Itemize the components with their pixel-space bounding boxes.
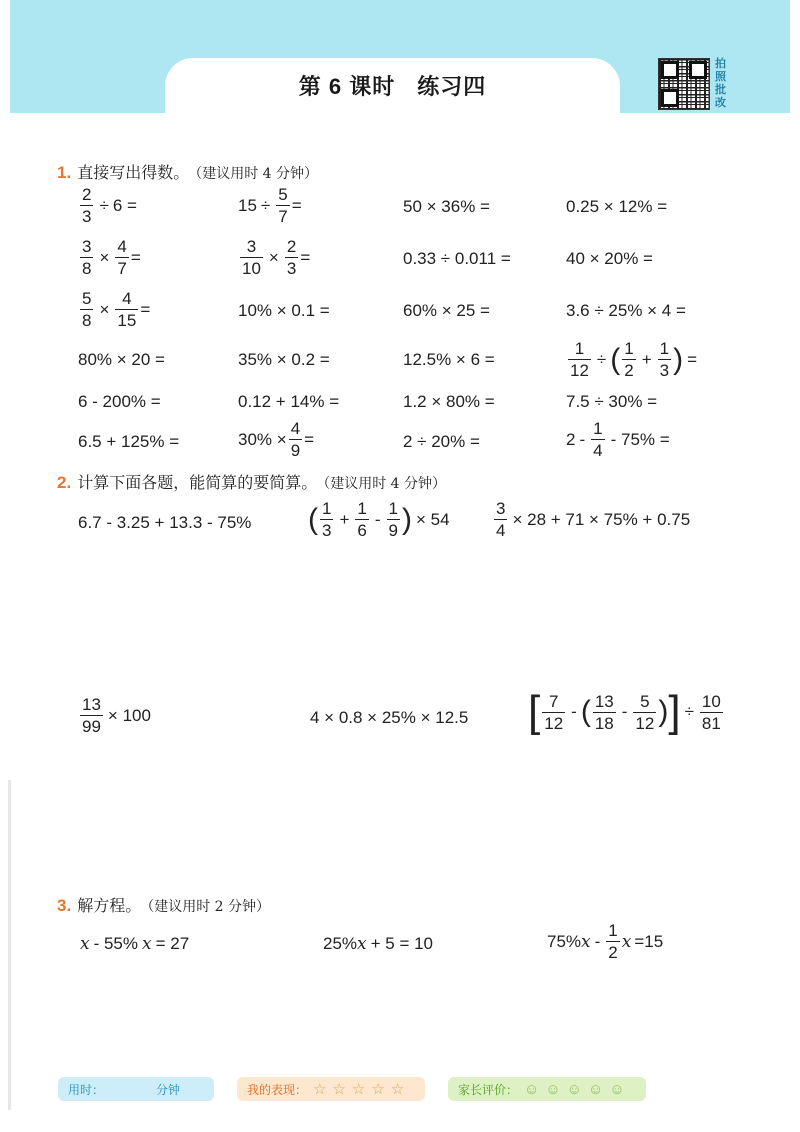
q1-item: 0.12 + 14% = — [238, 392, 340, 411]
q1-item: 7.5 ÷ 30% = — [566, 392, 658, 411]
q1-item: 50 × 36% = — [403, 197, 490, 216]
q3-equation: x - 55% x = 27 — [80, 934, 190, 954]
q1-item: $\frac{3}{10}$ × $\frac{2}{3}$ = — [242, 237, 311, 278]
star-icon[interactable]: ☆ — [332, 1081, 346, 1098]
performance-label: 我的表现： — [247, 1082, 308, 1097]
q1-item: 40 × 20% = — [566, 249, 653, 268]
time-label: 用时： — [68, 1082, 105, 1097]
q2-expression: $\frac{13}{99}$ × 100 — [82, 695, 151, 736]
smiley-icon[interactable]: ☺ — [545, 1080, 561, 1098]
q1-item: 10% × 0.1 = — [238, 301, 330, 320]
performance-box — [237, 1077, 425, 1101]
lesson-number: 第 6 课时 — [298, 74, 396, 99]
smiley-icon[interactable]: ☺ — [524, 1080, 540, 1098]
q2-expression: ( $\frac{1}{3}$ + $\frac{1}{6}$ - $\frac{1}{9}$ ) × 54 — [308, 499, 450, 540]
q1-item: $\frac{3}{8}$ × $\frac{4}{7}$ = — [82, 237, 141, 278]
star-icon[interactable]: ☆ — [371, 1081, 385, 1098]
q1-item: 60% × 25 = — [403, 301, 490, 320]
binding-edge — [8, 780, 11, 1110]
q2-expression: 6.7 - 3.25 + 13.3 - 75% — [78, 513, 252, 532]
smiley-icon[interactable]: ☺ — [566, 1080, 582, 1098]
q1-item: 35% × 0.2 = — [238, 350, 330, 369]
star-icon[interactable]: ☆ — [390, 1081, 405, 1098]
q1-item: 30% × $\frac{4}{9}$ = — [238, 419, 315, 460]
section-1-heading: 1. 直接写出得数。 （建议用时 4 分钟） — [57, 163, 319, 182]
q3-equation: 75% x - $\frac{1}{2}$ x =15 — [547, 921, 664, 962]
q1-item: $\frac{1}{12}$ ÷ ( $\frac{1}{2}$ + $\frac{1}{3}$ ) = — [570, 339, 698, 380]
q1-item: 6 - 200% = — [78, 392, 161, 411]
q1-item: 12.5% × 6 = — [403, 350, 495, 369]
star-icon[interactable]: ☆ — [351, 1081, 366, 1098]
q1-item: $\frac{2}{3}$ ÷ 6 = — [82, 185, 137, 226]
lesson-title: 练习四 — [417, 74, 487, 99]
parent-review-label: 家长评价： — [458, 1082, 519, 1097]
page-title — [165, 70, 620, 101]
q1-item: 0.25 × 12% = — [566, 197, 668, 216]
q2-expression: $\frac{3}{4}$ × 28 + 71 × 75% + 0.75 — [496, 499, 691, 540]
time-used-box[interactable] — [58, 1077, 214, 1101]
q2-expression: [ $\frac{7}{12}$ - ( $\frac{13}{18}$ - $\frac{5}{12}$ ) ] ÷ $\frac{10}{81}$ — [528, 687, 721, 736]
q1-item: 0.33 ÷ 0.011 = — [403, 249, 511, 268]
parent-review-box — [448, 1077, 646, 1101]
smiley-icon[interactable]: ☺ — [609, 1080, 625, 1098]
section-2-heading: 2. 计算下面各题，能简算的要简算。 （建议用时 4 分钟） — [57, 473, 447, 492]
star-icon[interactable]: ☆ — [313, 1081, 327, 1098]
q1-item: 3.6 ÷ 25% × 4 = — [566, 301, 686, 320]
q3-equation: 25% x + 5 = 10 — [323, 934, 434, 954]
qr-code[interactable] — [658, 58, 710, 110]
q1-item: 1.2 × 80% = — [403, 392, 495, 411]
q1-item: 2 - $\frac{1}{4}$ - 75% = — [566, 419, 670, 460]
q1-item: 15 ÷ $\frac{5}{7}$ = — [238, 185, 302, 226]
smiley-icon[interactable]: ☺ — [588, 1080, 604, 1098]
section-3-heading: 3. 解方程。 （建议用时 2 分钟） — [57, 896, 271, 915]
q1-item: 80% × 20 = — [78, 350, 165, 369]
q1-item: $\frac{5}{8}$ × $\frac{4}{15}$ = — [82, 289, 151, 330]
time-unit: 分钟 — [156, 1082, 181, 1097]
q1-item: 6.5 + 125% = — [78, 432, 180, 451]
qr-label: 拍照批改 — [715, 58, 726, 109]
q2-expression: 4 × 0.8 × 25% × 12.5 — [310, 708, 469, 727]
q1-item: 2 ÷ 20% = — [403, 432, 480, 451]
